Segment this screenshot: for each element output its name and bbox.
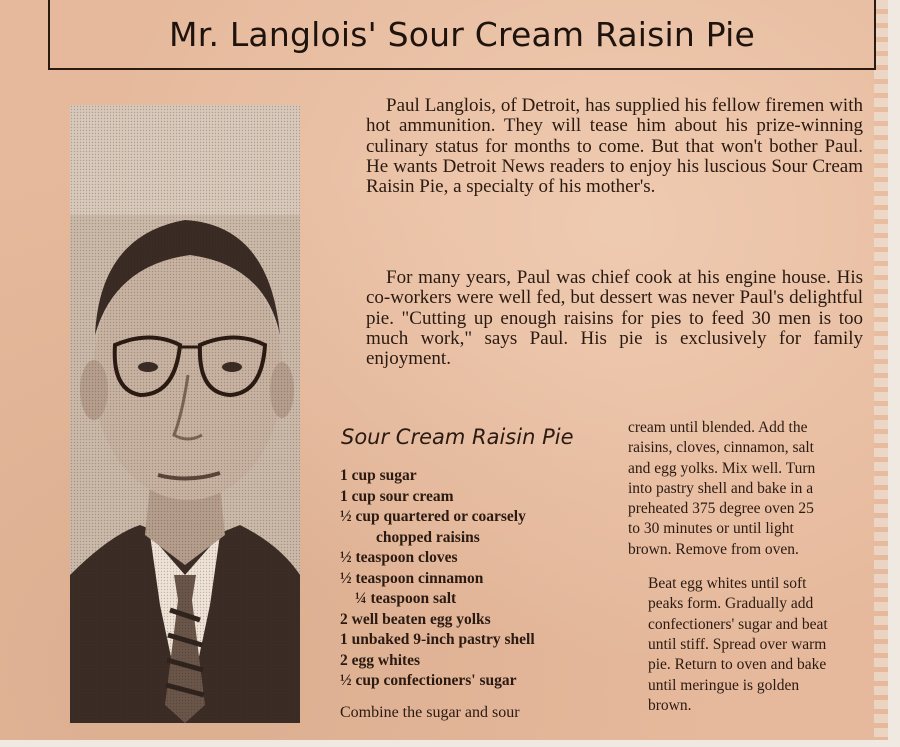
headline-box	[48, 0, 876, 70]
directions-line: to 30 minutes or until light	[628, 520, 794, 538]
recipe-title: Sour Cream Raisin Pie	[341, 425, 574, 449]
directions-line: into pastry shell and bake in a	[628, 479, 814, 497]
ingredient-item: 2 egg whites	[340, 651, 421, 669]
portrait-photo	[70, 105, 300, 723]
directions-line: brown.	[648, 696, 692, 714]
directions-line: Beat egg whites until soft	[648, 575, 807, 593]
directions-line: until meringue is golden	[648, 676, 800, 694]
directions-line: until stiff. Spread over warm	[648, 635, 827, 653]
ingredient-item: ½ cup quartered or coarsely	[340, 508, 526, 525]
ingredient-item: ½ cup confectioners' sugar	[340, 672, 517, 689]
headline: Mr. Langlois' Sour Cream Raisin Pie	[169, 14, 755, 54]
directions-paragraph-1	[628, 418, 888, 560]
ingredient-item: 1 cup sugar	[340, 467, 417, 484]
ingredient-item: 1 cup sour cream	[340, 487, 454, 505]
directions-line: brown. Remove from oven.	[628, 540, 799, 558]
intro-paragraph-2: For many years, Paul was chief cook at his engine house. His co-workers were well fed, but dessert was never Paul's delightful pie. "Cutting up enough raisins for pies to feed 30 men is too much work," says Paul. His pie is exclusively for family enjoyment.	[366, 267, 863, 370]
ingredient-item: ½ teaspoon cloves	[340, 549, 458, 566]
directions-line: preheated 375 degree oven 25	[628, 500, 814, 518]
directions-paragraph-2	[628, 574, 888, 716]
directions-start: Combine the sugar and sour	[340, 704, 520, 721]
ingredient-item: 2 well beaten egg yolks	[340, 610, 491, 628]
directions-line: cream until blended. Add the	[628, 419, 808, 436]
directions-line: raisins, cloves, cinnamon, salt	[628, 439, 814, 457]
ingredient-item: 1 unbaked 9-inch pastry shell	[340, 631, 535, 648]
directions-line: pie. Return to oven and bake	[648, 656, 827, 674]
ingredient-item: ¼ teaspoon salt	[355, 590, 457, 607]
directions-column	[628, 418, 888, 716]
intro-paragraph-1: Paul Langlois, of Detroit, has supplied his fellow firemen with hot ammunition. They will tease him about his prize-winning culinary status for months to come. But that won't bother Paul. He wants Detroit News readers to enjoy his luscious Sour Cream Raisin Pie, a specialty of his mother's.	[366, 95, 863, 198]
directions-line: peaks form. Gradually add	[648, 595, 814, 613]
portrait-image	[70, 105, 300, 723]
ingredient-list	[340, 466, 610, 692]
ingredient-item: chopped raisins	[376, 528, 480, 546]
directions-line: and egg yolks. Mix well. Turn	[628, 459, 816, 477]
ingredient-item: ½ teaspoon cinnamon	[340, 569, 484, 587]
directions-line: confectioners' sugar and beat	[648, 615, 828, 633]
